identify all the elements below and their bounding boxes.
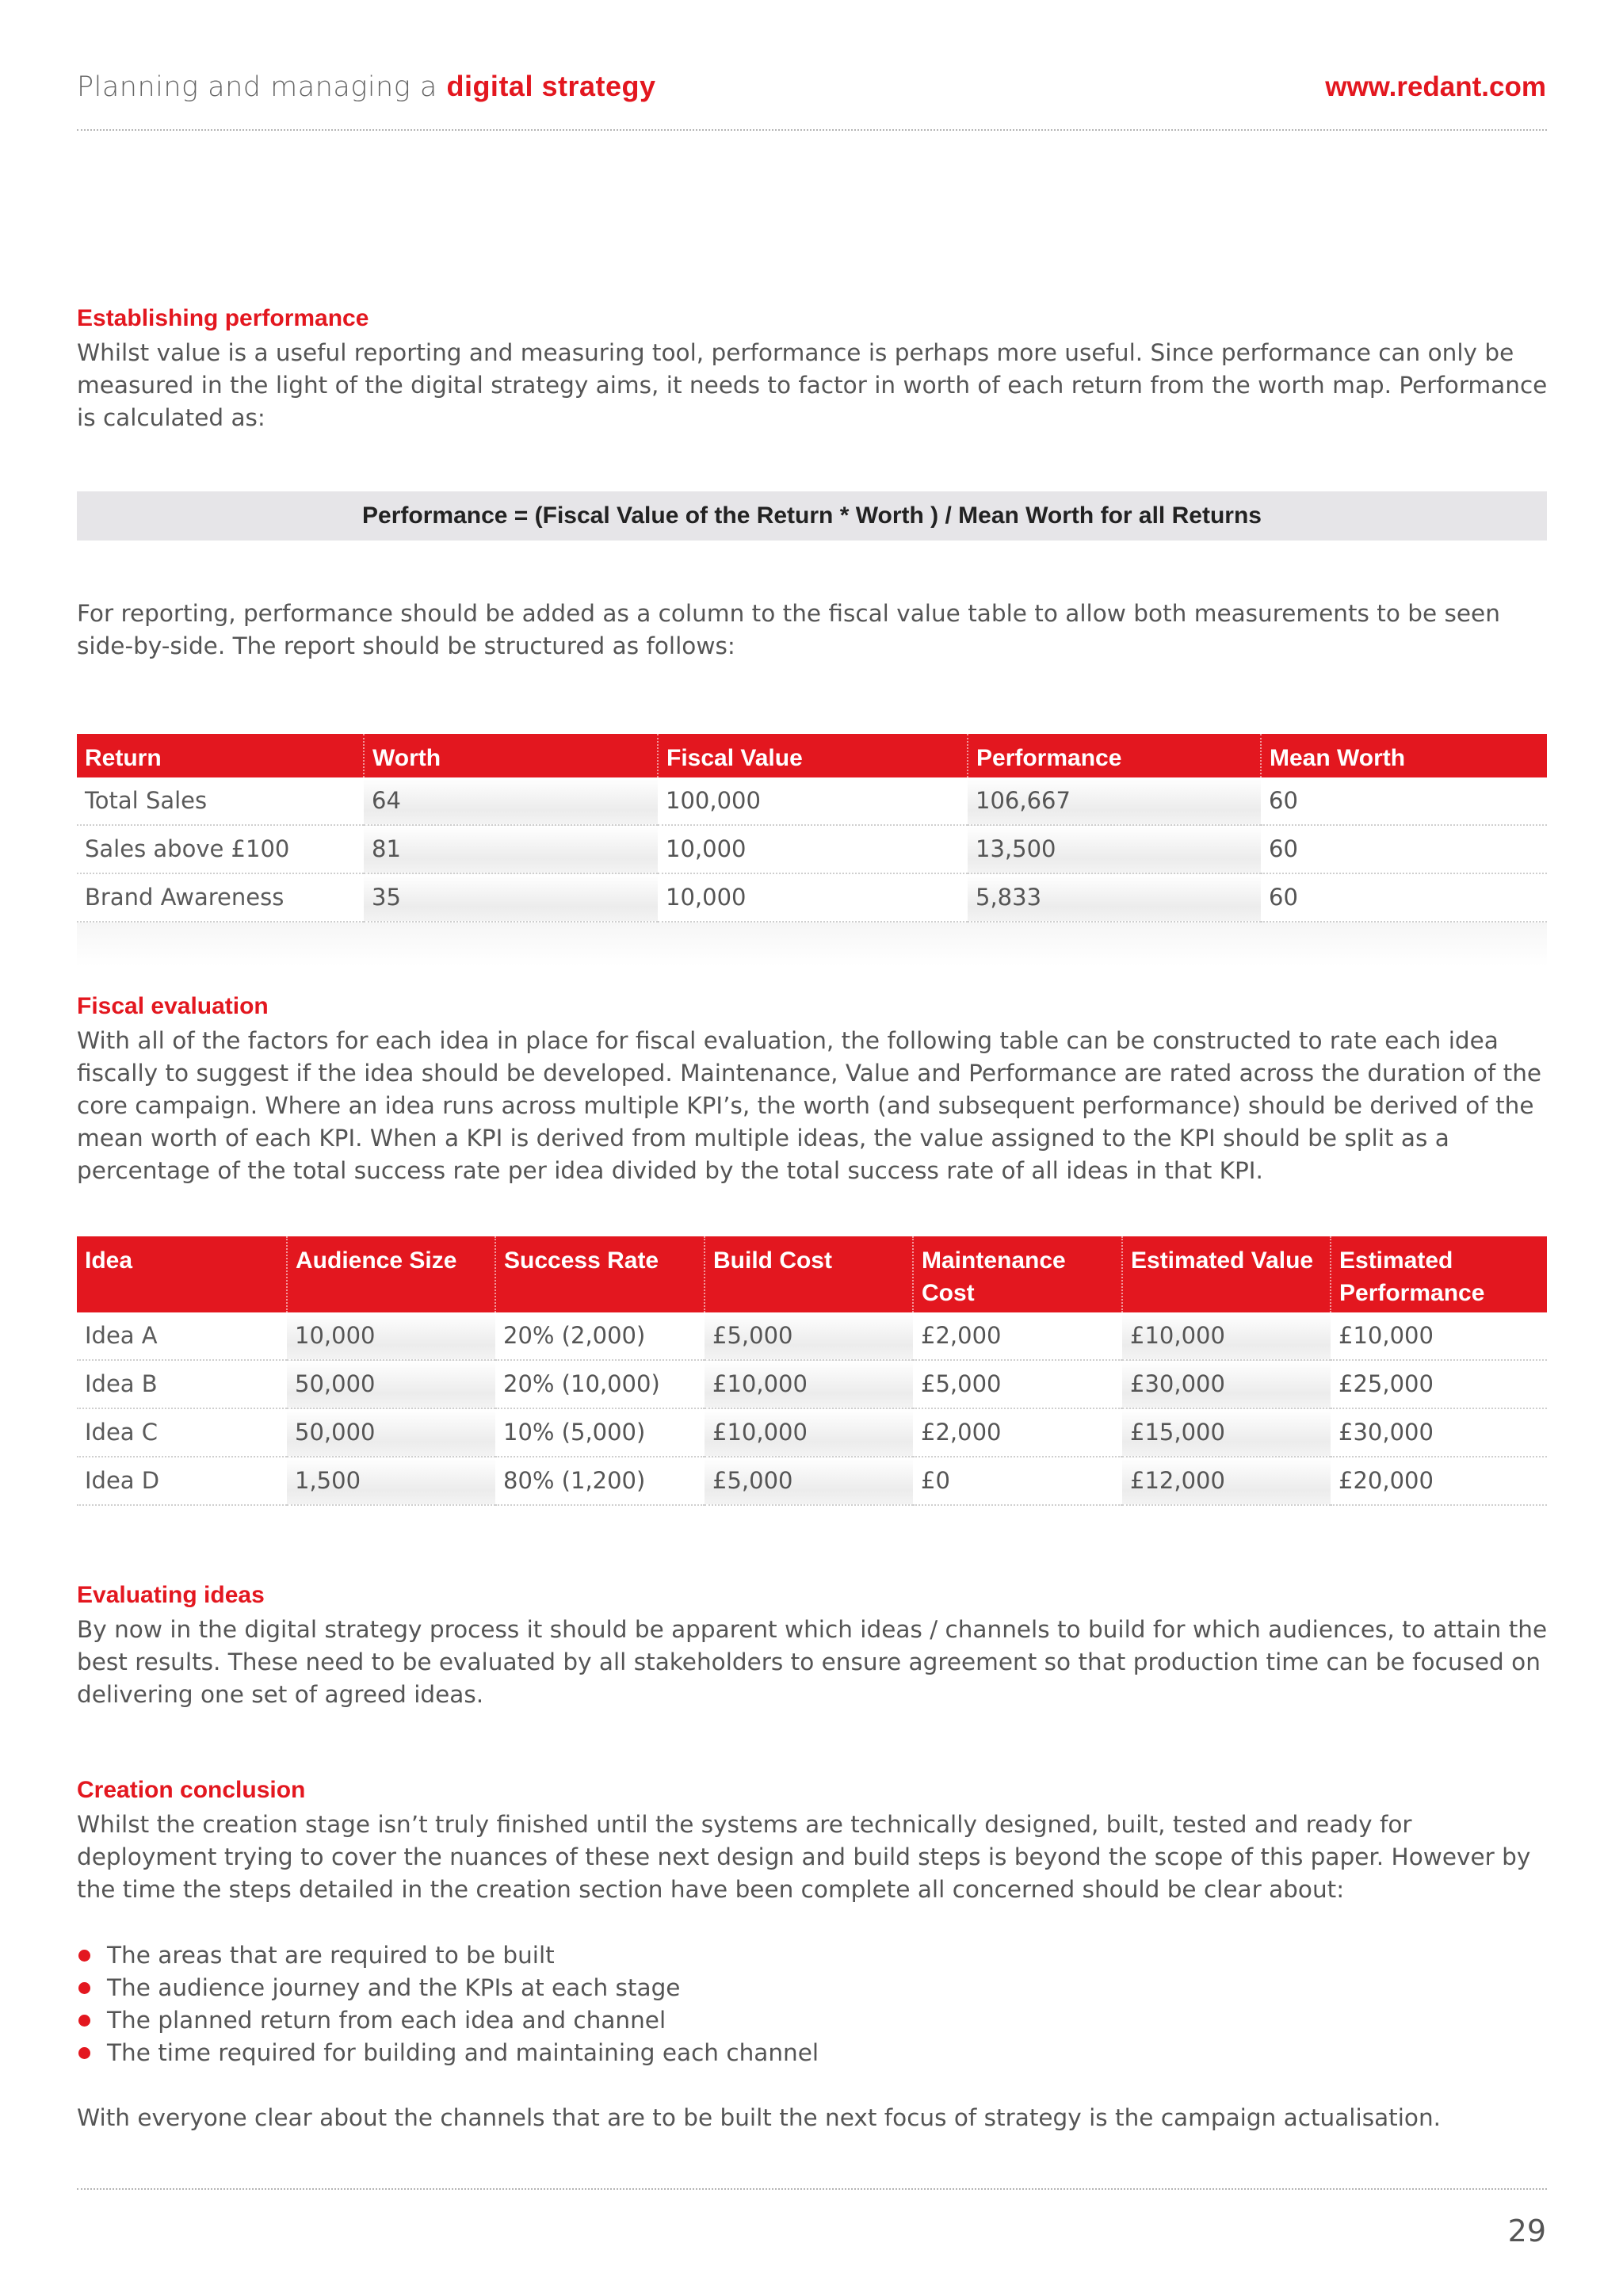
list-item: The planned return from each idea and channel <box>77 2004 819 2037</box>
table-cell: £30,000 <box>1122 1360 1331 1408</box>
table-cell: £10,000 <box>1122 1312 1331 1360</box>
table-cell: 10,000 <box>658 873 968 922</box>
list-item: The areas that are required to be built <box>77 1939 819 1972</box>
table-cell: Total Sales <box>77 777 364 825</box>
column-header: Estimated Performance <box>1331 1236 1547 1312</box>
column-header: Build Cost <box>705 1236 913 1312</box>
section-title-fiscal: Fiscal evaluation <box>77 993 269 1019</box>
table-cell: 81 <box>364 825 658 873</box>
section-title-evaluating: Evaluating ideas <box>77 1582 265 1608</box>
table-cell: 50,000 <box>287 1408 495 1457</box>
table-cell: £10,000 <box>705 1408 913 1457</box>
table-cell: £5,000 <box>913 1360 1122 1408</box>
table-header-row <box>77 1236 1547 1312</box>
table-cell: 13,500 <box>968 825 1261 873</box>
page-number: 29 <box>1507 2214 1546 2248</box>
table-cell: Idea B <box>77 1360 287 1408</box>
fiscal-paragraph: With all of the factors for each idea in place for fiscal evaluation, the following table can be constructed to rate each idea fiscally to suggest if the idea should be developed. Maintenance, Value and Performance are rated across the duration of the core campaign. Where an idea runs across multiple KPI’s, the worth (and subsequent performance) should be derived of the mean worth of each KPI. When a KPI is derived from multiple ideas, the value assigned to the KPI should be split as a percentage of the total success rate per idea divided by the total success rate of all ideas in that KPI. <box>77 1027 1542 1184</box>
performance-formula: Performance = (Fiscal Value of the Return * Worth ) / Mean Worth for all Returns <box>77 491 1547 541</box>
list-item: The audience journey and the KPIs at each stage <box>77 1972 819 2004</box>
footer-divider <box>77 2188 1547 2190</box>
table-shadow <box>77 923 1547 966</box>
table-row <box>77 825 1547 873</box>
table-cell: £25,000 <box>1331 1360 1547 1408</box>
table-cell: 60 <box>1261 873 1547 922</box>
header-divider <box>77 129 1547 131</box>
table-row <box>77 1457 1547 1505</box>
table-cell: £10,000 <box>1331 1312 1547 1360</box>
site-url[interactable]: www.redant.com <box>1325 71 1546 102</box>
table-row <box>77 777 1547 825</box>
table-row <box>77 1360 1547 1408</box>
table-cell: 60 <box>1261 777 1547 825</box>
table-cell: 10,000 <box>287 1312 495 1360</box>
document-title <box>77 70 656 103</box>
list-item: The time required for building and maintaining each channel <box>77 2037 819 2069</box>
performance-paragraph: Whilst value is a useful reporting and measuring tool, performance is perhaps more useful. Since performance can only be measured in the light of the digital strategy aims, it needs to factor in worth of each return from the worth map. Performance is calculated as: <box>77 339 1548 431</box>
returns-table <box>77 734 1547 923</box>
reporting-paragraph: For reporting, performance should be added as a column to the fiscal value table to allow both measurements to be seen side-by-side. The report should be structured as follows: <box>77 600 1500 659</box>
table-cell: £5,000 <box>705 1457 913 1505</box>
table-cell: £12,000 <box>1122 1457 1331 1505</box>
table-cell: £5,000 <box>705 1312 913 1360</box>
table-cell: Idea A <box>77 1312 287 1360</box>
table-cell: 100,000 <box>658 777 968 825</box>
table-cell: 10,000 <box>658 825 968 873</box>
table-cell: Idea C <box>77 1408 287 1457</box>
column-header: Performance <box>968 734 1261 777</box>
table-row <box>77 873 1547 922</box>
table-cell: 64 <box>364 777 658 825</box>
table-cell: £20,000 <box>1331 1457 1547 1505</box>
table-cell: 106,667 <box>968 777 1261 825</box>
table-cell: Brand Awareness <box>77 873 364 922</box>
table-cell: 1,500 <box>287 1457 495 1505</box>
table-cell: 80% (1,200) <box>495 1457 705 1505</box>
closing-paragraph: With everyone clear about the channels that are to be built the next focus of strategy is the campaign actualisation. <box>77 2104 1442 2131</box>
title-highlight: digital strategy <box>446 70 656 102</box>
table-header-row <box>77 734 1547 777</box>
section-title-conclusion: Creation conclusion <box>77 1777 306 1803</box>
section-title-performance: Establishing performance <box>77 305 369 331</box>
table-cell: Sales above £100 <box>77 825 364 873</box>
table-cell: £30,000 <box>1331 1408 1547 1457</box>
evaluating-paragraph: By now in the digital strategy process it should be apparent which ideas / channels to build for which audiences, to attain the best results. These need to be evaluated by all stakeholders to ensure agreement so that production time can be focused on delivering one set of agreed ideas. <box>77 1616 1548 1708</box>
conclusion-paragraph: Whilst the creation stage isn’t truly finished until the systems are technically designed, built, tested and ready for deployment trying to cover the nuances of these next design and build steps is beyond the scope of this paper. However by the time the steps detailed in the creation section have been complete all concerned should be clear about: <box>77 1811 1531 1903</box>
table-row <box>77 1408 1547 1457</box>
table-cell: £2,000 <box>913 1408 1122 1457</box>
title-prefix: Planning and managing a <box>77 71 437 103</box>
column-header: Fiscal Value <box>658 734 968 777</box>
column-header: Mean Worth <box>1261 734 1547 777</box>
table-cell: £15,000 <box>1122 1408 1331 1457</box>
column-header: Estimated Value <box>1122 1236 1331 1312</box>
table-cell: £10,000 <box>705 1360 913 1408</box>
column-header: Audience Size <box>287 1236 495 1312</box>
table-cell: £2,000 <box>913 1312 1122 1360</box>
column-header: Success Rate <box>495 1236 705 1312</box>
table-cell: 20% (2,000) <box>495 1312 705 1360</box>
ideas-table <box>77 1236 1547 1506</box>
table-cell: £0 <box>913 1457 1122 1505</box>
column-header: Maintenance Cost <box>913 1236 1122 1312</box>
table-cell: 10% (5,000) <box>495 1408 705 1457</box>
table-cell: 5,833 <box>968 873 1261 922</box>
table-row <box>77 1312 1547 1360</box>
conclusion-bullet-list <box>77 1939 819 2069</box>
column-header: Return <box>77 734 364 777</box>
column-header: Worth <box>364 734 658 777</box>
table-cell: Idea D <box>77 1457 287 1505</box>
table-cell: 35 <box>364 873 658 922</box>
column-header: Idea <box>77 1236 287 1312</box>
table-cell: 60 <box>1261 825 1547 873</box>
table-cell: 50,000 <box>287 1360 495 1408</box>
table-cell: 20% (10,000) <box>495 1360 705 1408</box>
